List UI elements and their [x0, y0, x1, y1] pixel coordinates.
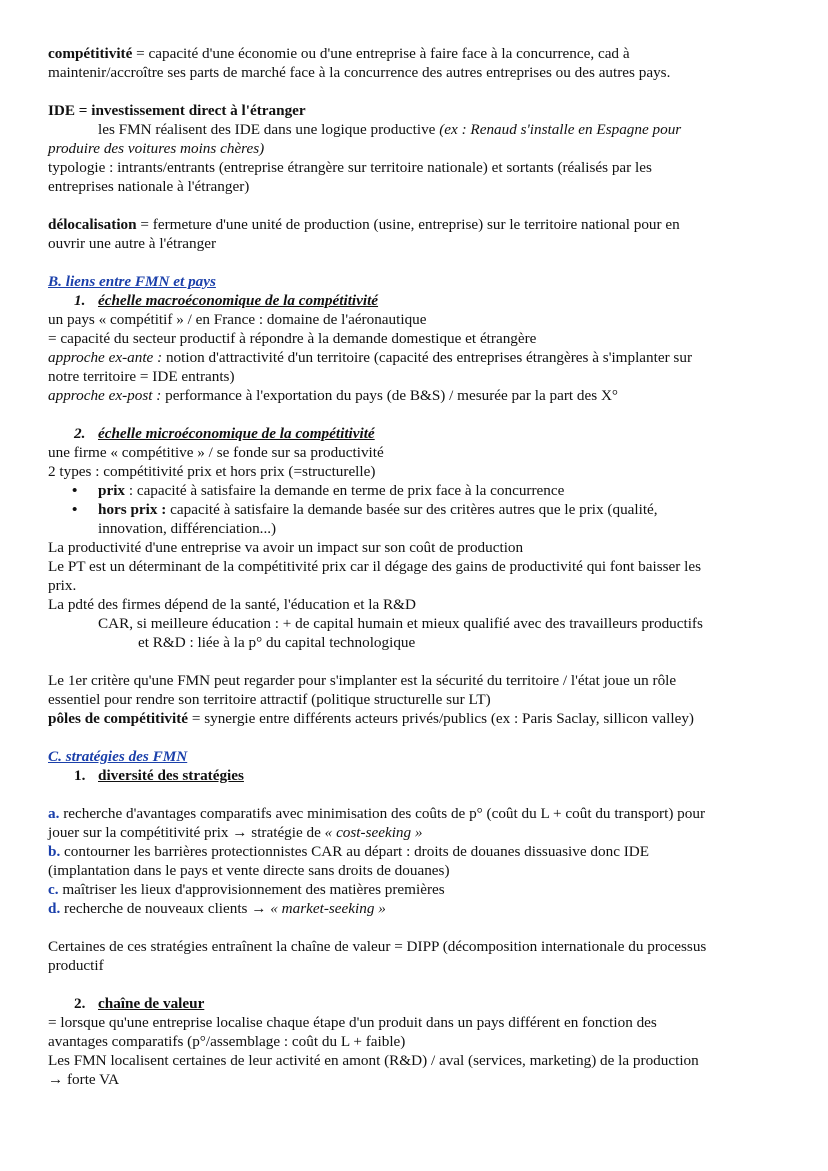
competitivite-definition	[48, 44, 778, 82]
strategies-list	[48, 804, 778, 918]
strategy-c-letter: c.	[48, 881, 59, 898]
ide-line1-text: les FMN réalisent des IDE dans une logique productive	[98, 121, 440, 138]
section-c-sub2-num: 2.	[74, 995, 86, 1012]
strategy-b-letter: b.	[48, 843, 61, 860]
section-b	[48, 272, 778, 728]
ex-ante-label: approche ex-ante :	[48, 349, 163, 366]
productivity-line2: Le PT est un déterminant de la compétitivité prix car il dégage des gains de productivité qui font baisser les	[48, 558, 702, 575]
delocalisation-text: = fermeture d'une unité de production (usine, entreprise) sur le territoire national pour en	[136, 216, 680, 233]
competitivite-types-list	[48, 481, 778, 538]
productivity-line1: La productivité d'une entreprise va avoir un impact sur son coût de production	[48, 539, 524, 556]
strategy-a-text2: jouer sur la compétitivité prix → stratégie de	[48, 824, 325, 841]
strategy-a-line2	[48, 823, 778, 842]
ex-ante-line2: notre territoire = IDE entrants)	[48, 368, 235, 385]
section-b-sub1-num: 1.	[74, 292, 86, 309]
dipp-paragraph	[48, 937, 778, 975]
cost-seeking-term: « cost-seeking »	[324, 824, 423, 841]
productivity-line4: La pdté des firmes dépend de la santé, l'éducation et la R&D	[48, 596, 416, 613]
list-item	[48, 500, 778, 538]
strategy-c	[48, 880, 778, 899]
strategy-c-text: maîtriser les lieux d'approvisionnement des matières premières	[58, 881, 445, 898]
ide-definition	[48, 101, 778, 196]
section-b-sub1-title	[48, 291, 778, 310]
section-c-sub2-label: chaîne de valeur	[98, 995, 205, 1012]
dipp-line2: productif	[48, 957, 104, 974]
delocalisation-line1	[48, 215, 778, 234]
poles-term: pôles de compétitivité	[48, 710, 189, 727]
market-seeking-term: « market-seeking »	[270, 900, 386, 917]
chain-line1: = lorsque qu'une entreprise localise chaque étape d'un produit dans un pays différent en fonction des	[48, 1014, 657, 1031]
bullet-term-prix: prix	[98, 482, 126, 499]
poles-text: = synergie entre différents acteurs privés/publics (ex : Paris Saclay, sillicon valley)	[188, 710, 694, 727]
ide-example: (ex : Renaud s'installe en Espagne pour	[439, 121, 682, 138]
bullet-term-hors-prix: hors prix :	[98, 501, 167, 518]
strategy-b-text: contourner les barrières protectionnistes CAR au départ : droits de douanes dissuasive donc IDE	[60, 843, 650, 860]
productivity-line3: prix.	[48, 577, 77, 594]
chain-line3: Les FMN localisent certaines de leur activité en amont (R&D) / aval (services, marketing) de la production	[48, 1052, 699, 1069]
ex-post-text: performance à l'exportation du pays (de B&S) / mesurée par la part des X°	[161, 387, 618, 404]
document-page	[48, 44, 778, 1089]
ex-post-label: approche ex-post :	[48, 387, 162, 404]
ex-ante-line	[48, 348, 778, 367]
delocalisation-definition	[48, 215, 778, 253]
section-b-title: B. liens entre FMN et pays	[48, 273, 216, 290]
delocalisation-line2: ouvrir une autre à l'étranger	[48, 235, 217, 252]
ide-example-cont: produire des voitures moins chères)	[48, 140, 265, 157]
section-c-title: C. stratégies des FMN	[48, 748, 188, 765]
section-c-sub1-label: diversité des stratégies	[98, 767, 244, 784]
security-line2: essentiel pour rendre son territoire attractif (politique structurelle sur LT)	[48, 691, 491, 708]
delocalisation-term: délocalisation	[48, 216, 137, 233]
list-item	[48, 481, 778, 500]
strategy-a-letter: a.	[48, 805, 60, 822]
section-b-sub1-label: échelle macroéconomique de la compétitivité	[98, 292, 379, 309]
ide-line1	[48, 120, 778, 139]
section-c-sub1-num: 1.	[74, 767, 86, 784]
section-b-sub2-label: échelle microéconomique de la compétitivité	[98, 425, 375, 442]
ide-title: IDE = investissement direct à l'étranger	[48, 102, 306, 119]
strategy-d	[48, 899, 778, 918]
strategy-d-text: recherche de nouveaux clients →	[60, 900, 271, 917]
macro-line2: = capacité du secteur productif à répondre à la demande domestique et étrangère	[48, 330, 537, 347]
strategy-b-line2: (implantation dans le pays et vente directe sans droits de douanes)	[48, 862, 450, 879]
section-b-sub2-title	[48, 424, 778, 443]
ide-line2	[48, 139, 778, 158]
micro-line2: 2 types : compétitivité prix et hors prix (=structurelle)	[48, 463, 376, 480]
bullet-text-hors-prix: capacité à satisfaire la demande basée sur des critères autres que le prix (qualité,	[166, 501, 658, 518]
ide-line3: typologie : intrants/entrants (entreprise étrangère sur territoire nationale) et sortants (réalisés par les	[48, 159, 652, 176]
strategy-a-text: recherche d'avantages comparatifs avec minimisation des coûts de p° (coût du L + coût du transport) pour	[59, 805, 706, 822]
competitivite-term: compétitivité	[48, 45, 133, 62]
section-c	[48, 747, 778, 1089]
competitivite-line1	[48, 44, 778, 63]
macro-line1: un pays « compétitif » / en France : domaine de l'aéronautique	[48, 311, 427, 328]
security-line1: Le 1er critère qu'une FMN peut regarder pour s'implanter est la sécurité du territoire / l'état joue un rôle	[48, 672, 677, 689]
chain-line4: → forte VA	[48, 1071, 120, 1088]
bullet-text-hors-prix-cont: innovation, différenciation...)	[98, 520, 277, 537]
chain-line2: avantages comparatifs (p°/assemblage : coût du L + faible)	[48, 1033, 406, 1050]
section-b-sub2-num: 2.	[74, 425, 86, 442]
strategy-d-letter: d.	[48, 900, 61, 917]
productivity-line6: et R&D : liée à la p° du capital technologique	[138, 634, 416, 651]
competitivite-line2: maintenir/accroître ses parts de marché face à la concurrence des autres entreprises ou des autres pays.	[48, 64, 671, 81]
ide-line4: entreprises nationale à l'étranger)	[48, 178, 250, 195]
ex-post-line	[48, 386, 778, 405]
ex-ante-text: notion d'attractivité d'un territoire (capacité des entreprises étrangères à s'implanter sur	[162, 349, 692, 366]
strategy-b	[48, 842, 778, 861]
dipp-line1: Certaines de ces stratégies entraînent la chaîne de valeur = DIPP (décomposition internationale du processus	[48, 938, 707, 955]
security-paragraph	[48, 671, 778, 728]
productivity-paragraph	[48, 538, 778, 652]
section-c-sub2-title	[48, 994, 778, 1013]
productivity-line5: CAR, si meilleure éducation : + de capital humain et mieux qualifié avec des travailleurs productifs	[98, 615, 703, 632]
poles-line	[48, 709, 778, 728]
micro-line1: une firme « compétitive » / se fonde sur sa productivité	[48, 444, 384, 461]
section-c-sub1-title	[48, 766, 778, 785]
competitivite-text: = capacité d'une économie ou d'une entreprise à faire face à la concurrence, cad à	[132, 45, 630, 62]
bullet-text-prix: : capacité à satisfaire la demande en terme de prix face à la concurrence	[125, 482, 565, 499]
strategy-a	[48, 804, 778, 823]
